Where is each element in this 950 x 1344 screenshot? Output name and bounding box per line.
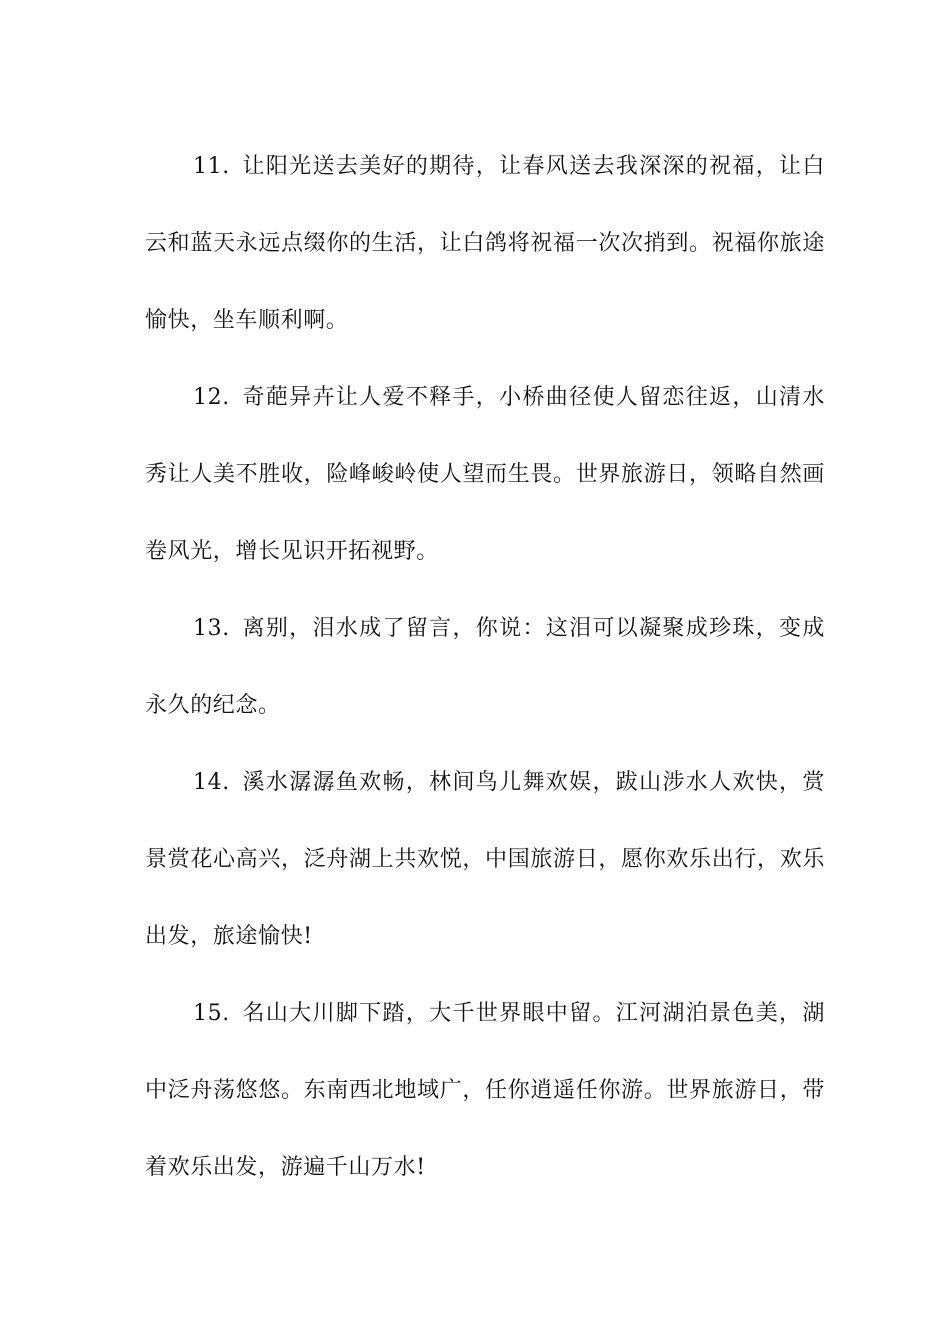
paragraph-14 bbox=[145, 744, 825, 975]
paragraph-text: 奇葩异卉让人爱不释手，小桥曲径使人留恋往返，山清水秀让人美不胜收，险峰峻岭使人望而生畏。世界旅游日，领略自然画卷风光，增长见识开拓视野。 bbox=[145, 385, 825, 564]
paragraph-number: 12. bbox=[193, 385, 230, 410]
paragraph-number: 13. bbox=[193, 616, 230, 641]
paragraph-text: 让阳光送去美好的期待，让春风送去我深深的祝福，让白云和蓝天永远点缀你的生活，让白鸽将祝福一次次捎到。祝福你旅途愉快，坐车顺利啊。 bbox=[145, 154, 825, 333]
paragraph-number: 11. bbox=[193, 154, 230, 179]
document-body bbox=[145, 128, 825, 1206]
paragraph-12 bbox=[145, 359, 825, 590]
paragraph-11 bbox=[145, 128, 825, 359]
paragraph-13 bbox=[145, 590, 825, 744]
paragraph-15 bbox=[145, 975, 825, 1206]
paragraph-number: 14. bbox=[193, 770, 230, 795]
paragraph-text: 离别，泪水成了留言，你说：这泪可以凝聚成珍珠，变成永久的纪念。 bbox=[145, 616, 825, 718]
paragraph-number: 15. bbox=[193, 1001, 230, 1026]
paragraph-text: 名山大川脚下踏，大千世界眼中留。江河湖泊景色美，湖中泛舟荡悠悠。东南西北地域广，任你逍遥任你游。世界旅游日，带着欢乐出发，游遍千山万水! bbox=[145, 1001, 825, 1180]
paragraph-text: 溪水潺潺鱼欢畅，林间鸟儿舞欢娱，跋山涉水人欢快，赏景赏花心高兴，泛舟湖上共欢悦，中国旅游日，愿你欢乐出行，欢乐出发，旅途愉快! bbox=[145, 770, 825, 949]
